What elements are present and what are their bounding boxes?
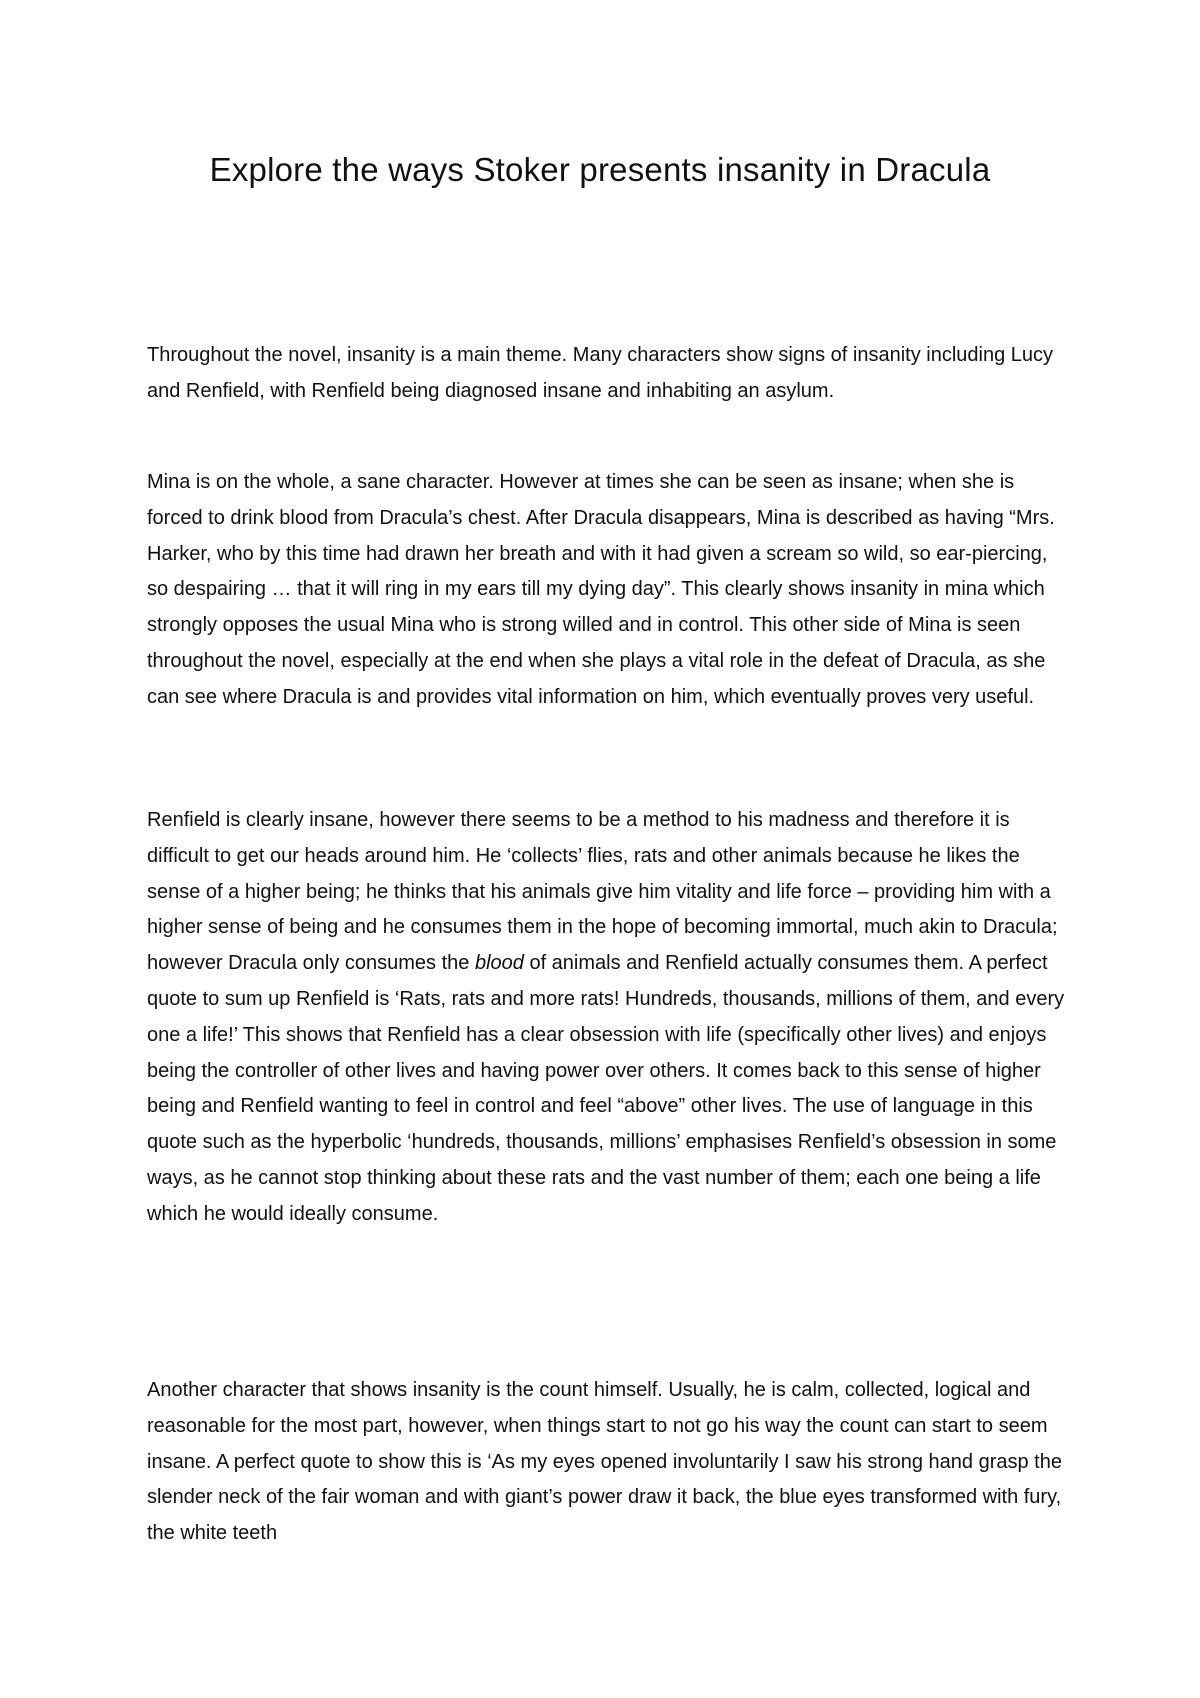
emphasis-blood: blood	[474, 952, 524, 975]
paragraph-intro: Throughout the novel, insanity is a main theme. Many characters show signs of insanity including Lucy and Renfield, with Renfield being diagnosed insane and inhabiting an asylum.	[147, 344, 1054, 402]
paragraph-renfield-part-1: Renfield is clearly insane, however there seems to be a method to his madness and therefore it is difficult to get our heads around him. He ‘collects’ flies, rats and other animals because he likes the sense of a higher being; he thinks that his animals give him vitality and life force – providing him with a higher sense of being and he consumes them in the hope of becoming immortal, much akin to Dracula; however Dracula only consumes the	[147, 809, 1058, 975]
paragraph-count: Another character that shows insanity is the count himself. Usually, he is calm, collected, logical and reasonable for the most part, however, when things start to not go his way the count can start to seem insane. A perfect quote to show this is ‘As my eyes opened involuntarily I saw his strong hand grasp the slender neck of the fair woman and with giant’s power draw it back, the blue eyes transformed with fury, the white teeth	[147, 1379, 1062, 1545]
paragraph-renfield-part-2: of animals and Renfield actually consumes them. A perfect quote to sum up Renfield is ‘Rats, rats and more rats! Hundreds, thousands, millions of them, and every one a life!’ This shows that Renfield has a clear obsession with life (specifically other lives) and enjoys being the controller of other lives and having power over others. It comes back to this sense of higher being and Renfield wanting to feel in control and feel “above” other lives. The use of language in this quote such as the hyperbolic ‘hundreds, thousands, millions’ emphasises Renfield’s obsession in some ways, as he cannot stop thinking about these rats and the vast number of them; each one being a life which he would ideally consume.	[147, 952, 1065, 1225]
paragraph-renfield	[147, 803, 1072, 1233]
paragraph-mina: Mina is on the whole, a sane character. However at times she can be seen as insane; when she is forced to drink blood from Dracula’s chest. After Dracula disappears, Mina is described as having “Mrs. Harker, who by this time had drawn her breath and with it had given a scream so wild, so ear-piercing, so despairing … that it will ring in my ears till my dying day”. This clearly shows insanity in mina which strongly opposes the usual Mina who is strong willed and in control. This other side of Mina is seen throughout the novel, especially at the end when she plays a vital role in the defeat of Dracula, as she can see where Dracula is and provides vital information on him, which eventually proves very useful.	[147, 471, 1055, 708]
document-title: Explore the ways Stoker presents insanity in Dracula	[209, 151, 991, 188]
